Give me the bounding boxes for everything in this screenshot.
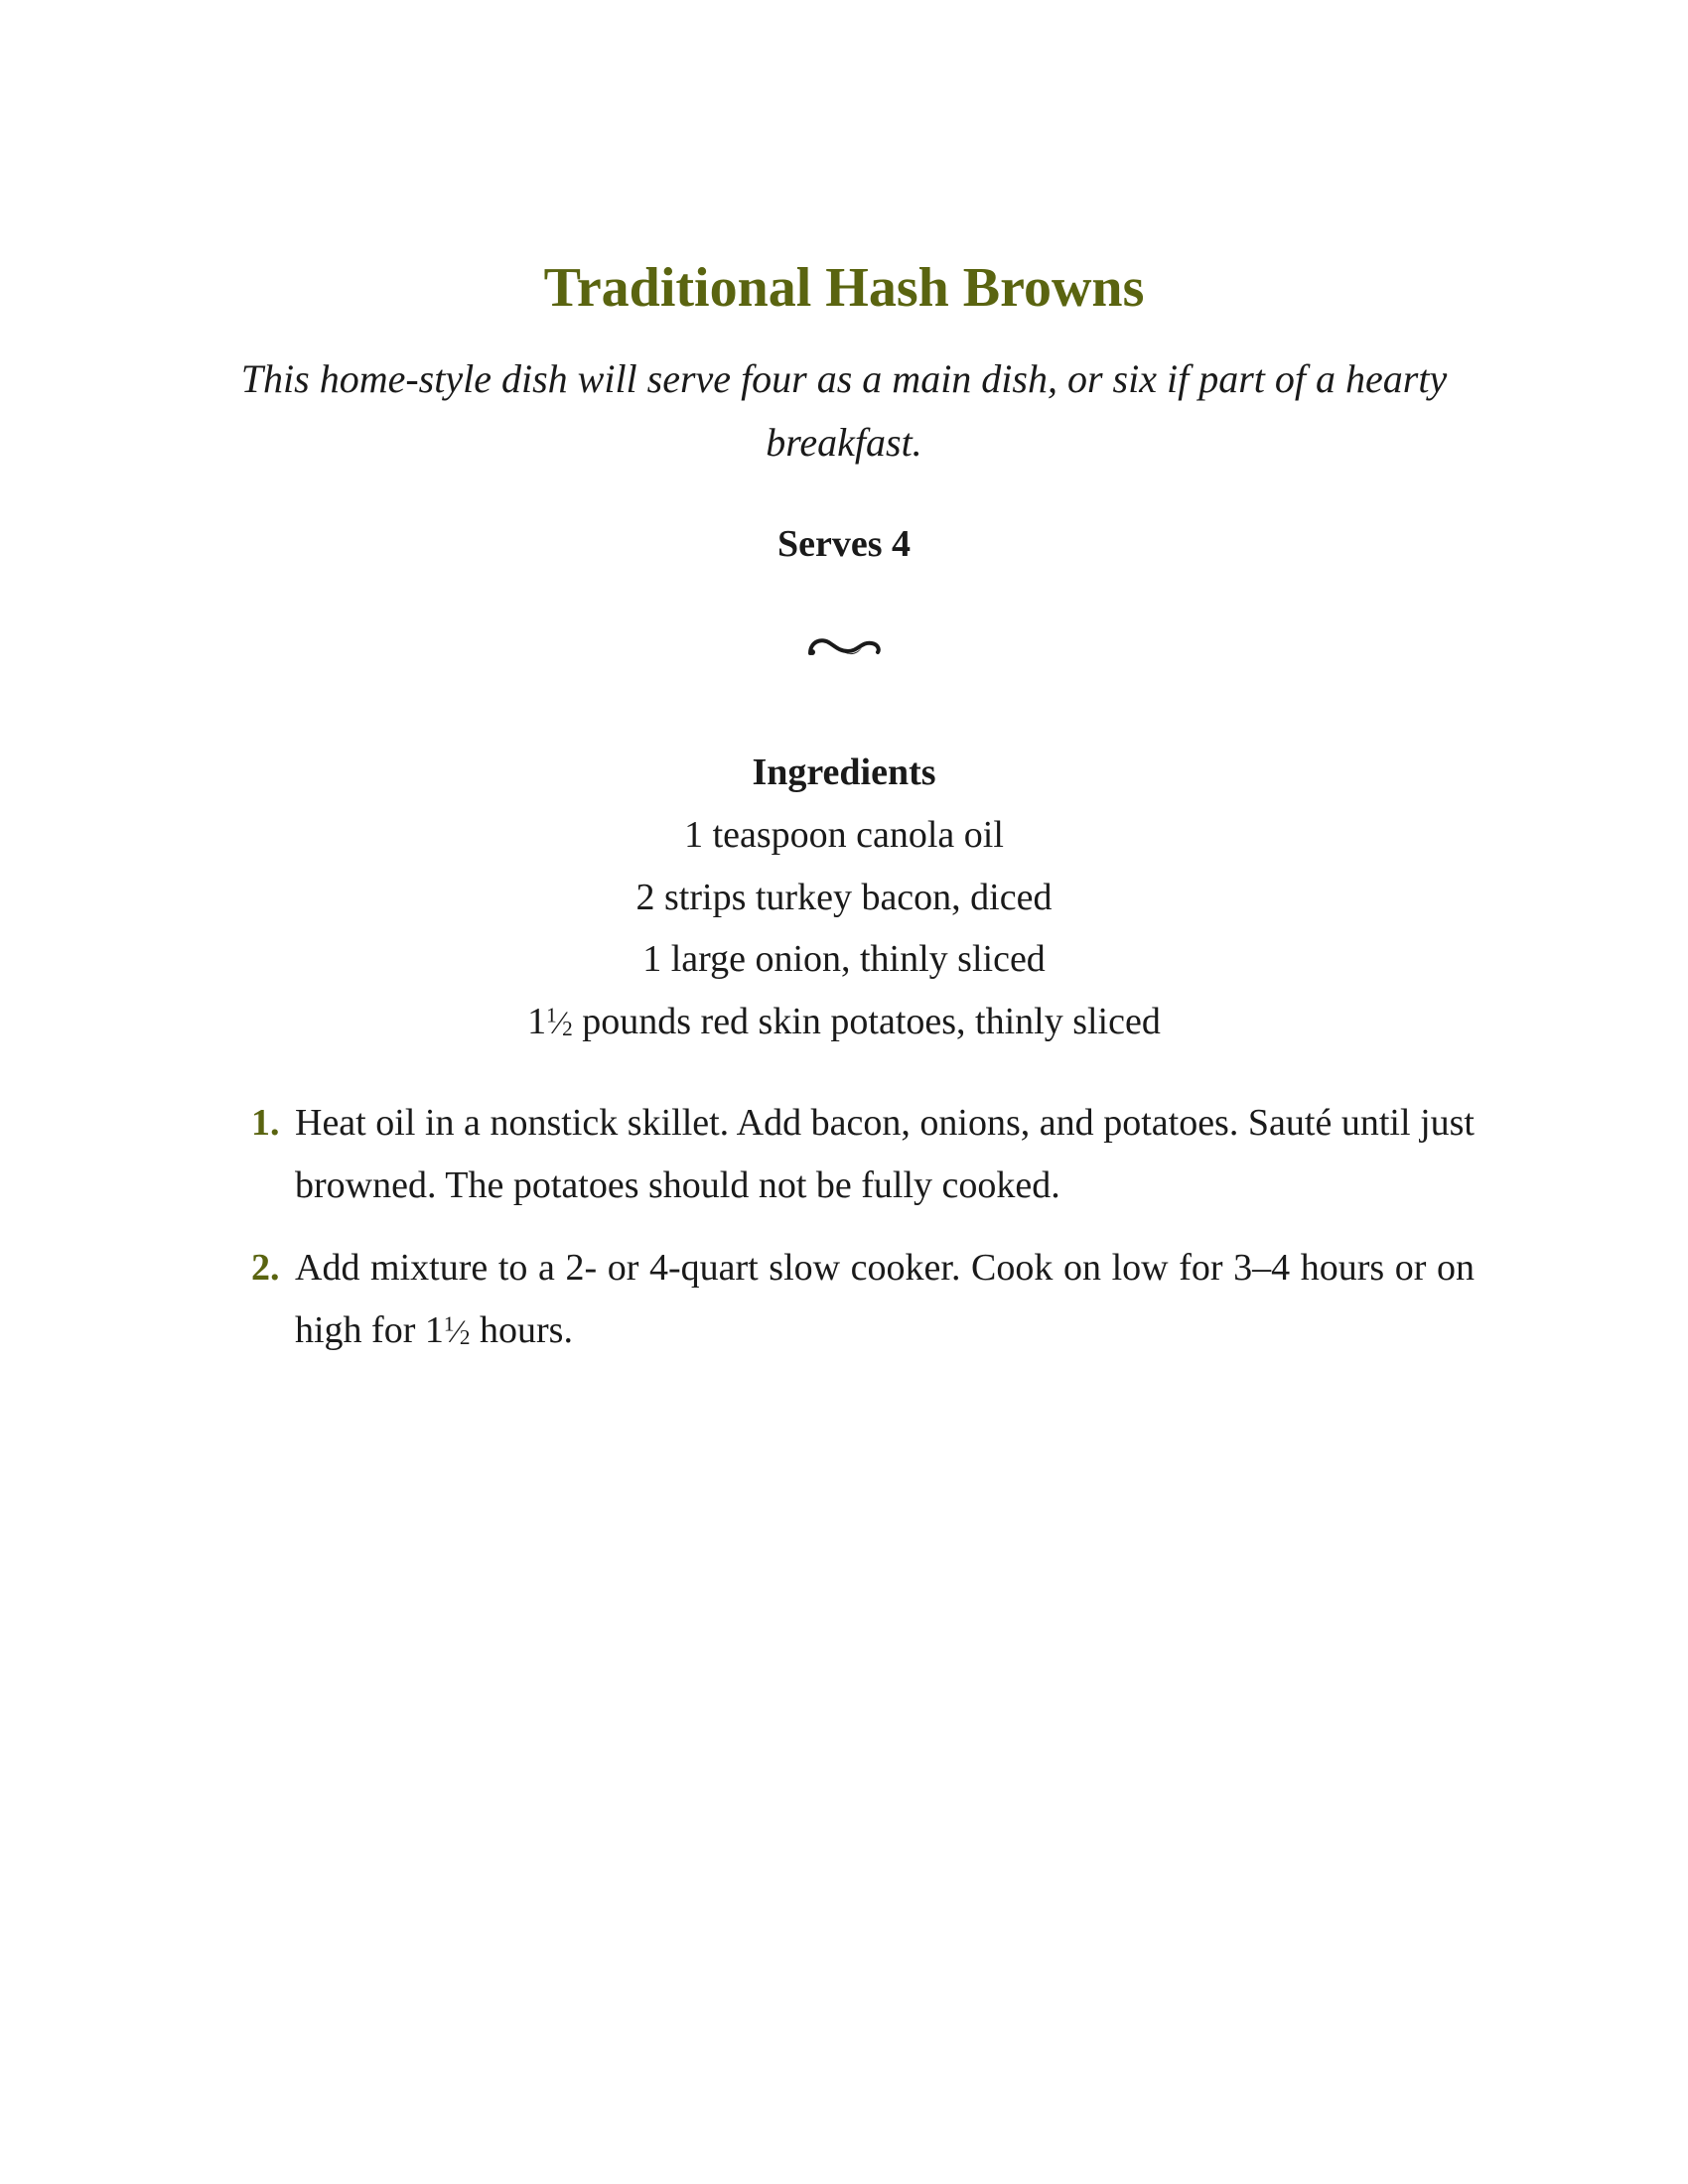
ingredient-item: 1 large onion, thinly sliced	[642, 938, 1046, 980]
step-number: 2.	[251, 1247, 280, 1289]
ingredient-quantity-whole: 1	[527, 1000, 547, 1042]
ingredient-item: 1 teaspoon canola oil	[684, 814, 1004, 856]
fraction-numerator: 1	[546, 1002, 557, 1026]
instruction-step	[248, 1092, 1475, 1217]
recipe-title: Traditional Hash Browns	[543, 257, 1145, 319]
ingredients-heading: Ingredients	[752, 751, 936, 793]
ingredient-item: 2 strips turkey bacon, diced	[635, 876, 1053, 918]
fraction-denominator: 2	[562, 1016, 573, 1040]
step-text-end: hours.	[470, 1309, 573, 1351]
serves-count: Serves 4	[776, 523, 912, 565]
instructions-list	[248, 1092, 1475, 1384]
fraction-numerator: 1	[443, 1311, 455, 1336]
fraction-one-half: $^1⁄_2$	[443, 1311, 471, 1350]
ingredient-text: pounds red skin potatoes, thinly sliced	[572, 1000, 1161, 1042]
step-text: Add mixture to a 2- or 4-quart slow cooker. Cook on low for 3–4 hours or on high for	[295, 1247, 1475, 1351]
fraction-denominator: 2	[459, 1325, 471, 1350]
swash-ornament-icon	[804, 625, 884, 665]
fraction-one-half: $^1⁄_2$	[546, 1002, 573, 1041]
step-quantity-whole: 1	[424, 1309, 444, 1351]
ingredient-item	[0, 991, 1688, 1055]
step-text: Heat oil in a nonstick skillet. Add bacon, onions, and potatoes. Sauté until just browned. The potatoes should not be fully cooked.	[295, 1102, 1475, 1206]
instruction-step	[248, 1237, 1475, 1364]
step-number: 1.	[251, 1102, 280, 1144]
recipe-intro: This home-style dish will serve four as a main dish, or six if part of a hearty breakfast.	[240, 356, 1448, 465]
ingredients-list	[0, 804, 1688, 1054]
